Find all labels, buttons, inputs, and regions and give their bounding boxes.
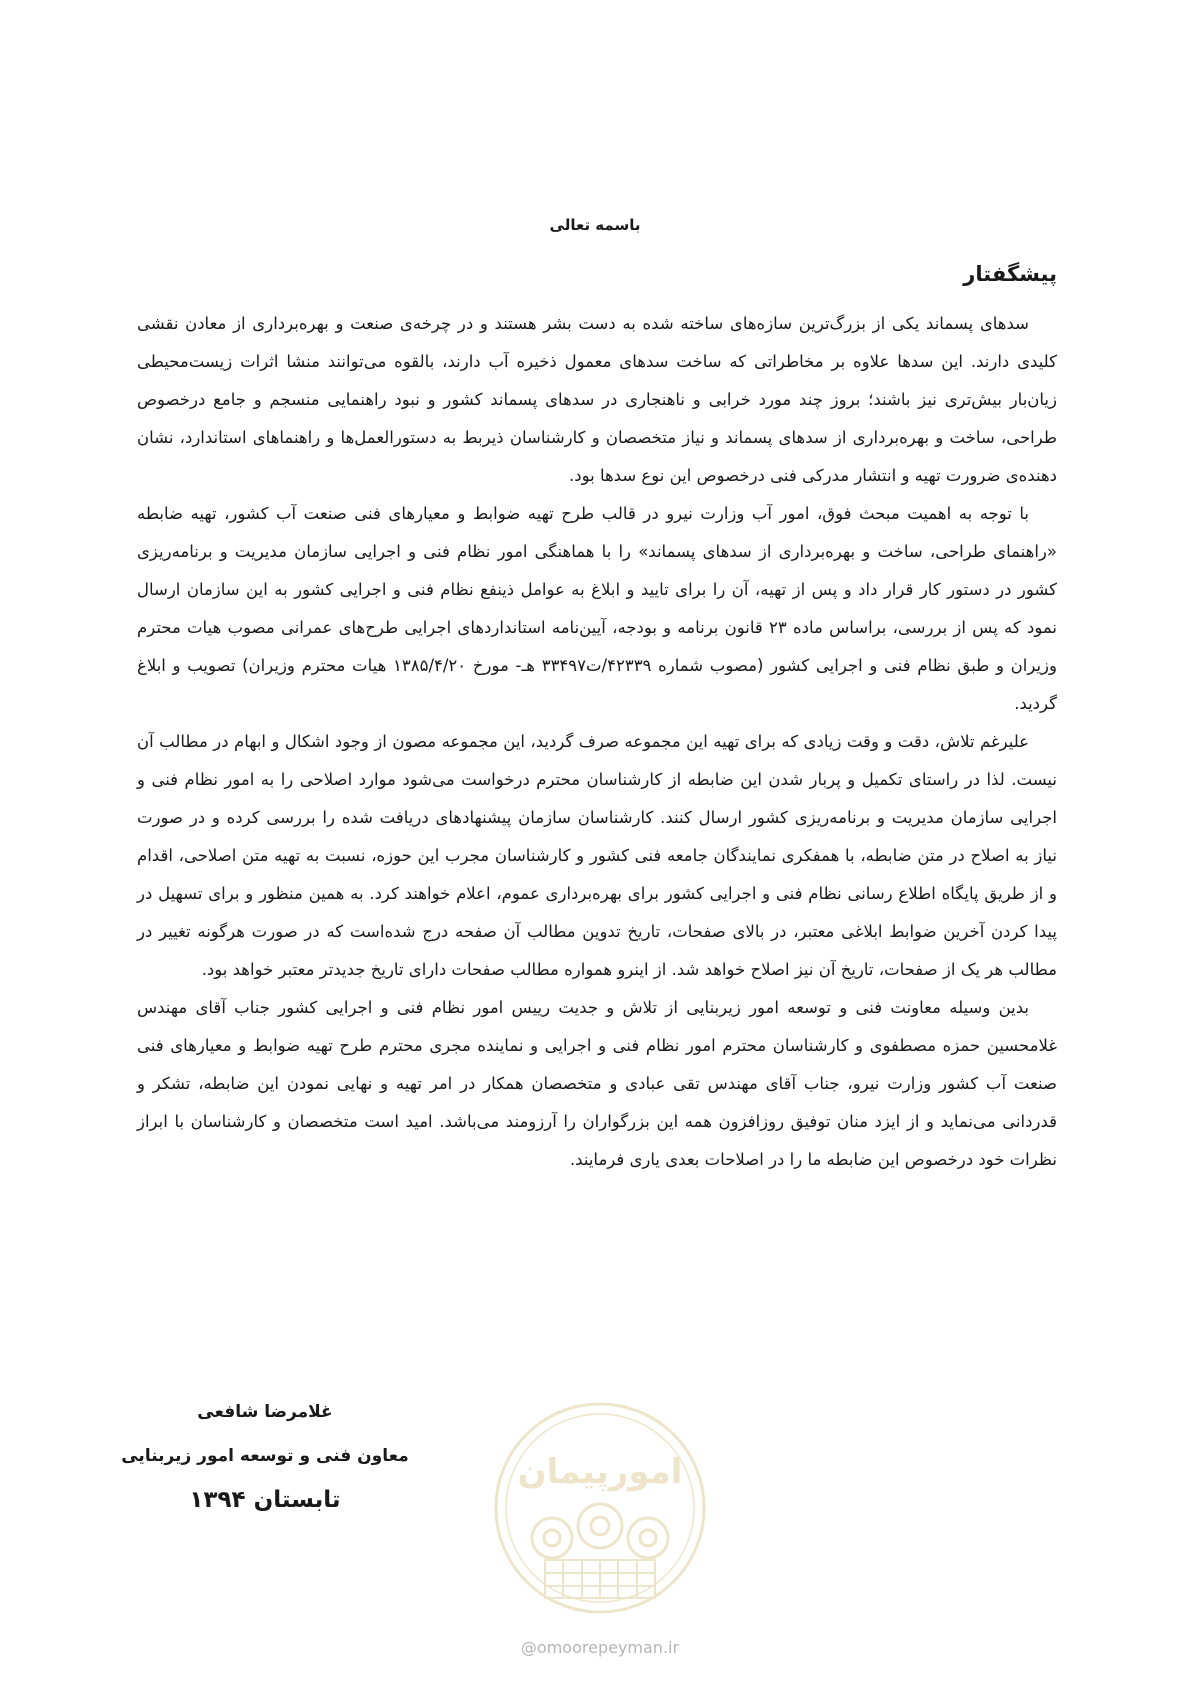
watermark-logo-text: امورپیمان [517,1452,683,1492]
signatory-role: معاون فنی و توسعه امور زیربنایی [121,1446,409,1466]
signature-date: تابستان ۱۳۹۴ [189,1487,341,1513]
signatory-name: غلامرضا شافعی [197,1402,333,1422]
paragraph-2: با توجه به اهمیت مبحث فوق، امور آب وزارت نیرو در قالب طرح تهیه ضوابط و معیارهای فنی صنعت آب کشور، تهیه ضابطه «راهنمای طراحی، ساخت و بهره‌برداری از سدهای پسماند» را با هماهنگی امور نظام فنی و اجرایی سازمان مدیریت و برنامه‌ریزی کشور در دستور کار قرار داد و پس از تهیه، آن را برای تایید و ابلاغ به عوامل ذینفع نظام فنی و اجرایی کشور به این سازمان ارسال نمود که پس از بررسی، براساس ماده ۲۳ قانون برنامه و بودجه، آیین‌نامه استانداردهای اجرایی طرح‌های عمرانی مصوب هیات محترم وزیران و طبق نظام فنی و اجرایی کشور (مصوب شماره ۴۲۳۳۹/ت۳۳۴۹۷ هـ- مورخ ۱۳۸۵/۴/۲۰ هیات محترم وزیران) تصویب و ابلاغ گردید. [137,504,1057,713]
watermark-seal-logo [490,1398,710,1618]
section-heading: پیشگفتار [963,262,1057,286]
paragraph-1: سدهای پسماند یکی از بزرگ‌ترین سازه‌های ساخته شده به دست بشر هستند و در چرخه‌ی صنعت و بهره‌برداری از معادن نقشی کلیدی دارند. این سدها علاوه بر مخاطراتی که ساخت سدهای معمول ذخیره آب دارند، بالقوه می‌توانند منشا اثرات زیست‌محیطی زیان‌بار بیش‌تری نیز باشند؛ بروز چند مورد خرابی و ناهنجاری در سدهای پسماند کشور و نبود راهنمایی منسجم و جامع درخصوص طراحی، ساخت و بهره‌برداری از سدهای پسماند و نیاز متخصصان و کارشناسان ذیربط به دستورالعمل‌ها و راهنماهای استاندارد، نشان دهنده‌ی ضرورت تهیه و انتشار مدرکی فنی درخصوص این نوع سدها بود. [137,314,1057,485]
watermark-url: @omoorepeyman.ir [520,1638,680,1657]
bismillah-header: باسمه تعالی [549,216,641,234]
signature-block [115,1390,415,1522]
paragraph-3: علیرغم تلاش، دقت و وقت زیادی که برای تهیه این مجموعه صرف گردید، این مجموعه مصون از وجود اشکال و ابهام در مطالب آن نیست. لذا در راستای تکمیل و پربار شدن این ضابطه از کارشناسان محترم درخواست می‌شود موارد اصلاحی را به امور نظام فنی و اجرایی سازمان مدیریت و برنامه‌ریزی کشور ارسال کنند. کارشناسان سازمان پیشنهادهای دریافت شده را بررسی کرده و در صورت نیاز به اصلاح در متن ضابطه، با همفکری نمایندگان جامعه فنی کشور و کارشناسان مجرب این حوزه، نسبت به تهیه متن اصلاحی، اقدام و از طریق پایگاه اطلاع رسانی نظام فنی و اجرایی کشور برای بهره‌برداری عموم، اعلام خواهند کرد. به همین منظور و برای تسهیل در پیدا کردن آخرین ضوابط ابلاغی معتبر، در بالای صفحات، تاریخ تدوین مطالب آن صفحه درج شده‌است که در صورت هرگونه تغییر در مطالب هر یک از صفحات، تاریخ آن نیز اصلاح خواهد شد. از اینرو همواره مطالب صفحات دارای تاریخ جدیدتر معتبر خواهد بود. [137,732,1057,979]
paragraph-4: بدین وسیله معاونت فنی و توسعه امور زیربنایی از تلاش و جدیت رییس امور نظام فنی و اجرایی کشور جناب آقای مهندس غلامحسین حمزه مصطفوی و کارشناسان محترم امور نظام فنی و اجرایی و نماینده مجری محترم طرح تهیه ضوابط و معیارهای فنی صنعت آب کشور وزارت نیرو، جناب آقای مهندس تقی عبادی و متخصصان همکار در امر تهیه و نهایی نمودن این ضابطه، تشکر و قدردانی می‌نماید و از ایزد منان توفیق روزافزون همه این بزرگواران را آرزومند می‌باشد. امید است متخصصان و کارشناسان با ابراز نظرات خود درخصوص این ضابطه ما را در اصلاحات بعدی یاری فرمایند. [137,998,1057,1169]
body-text [137,305,1057,1179]
